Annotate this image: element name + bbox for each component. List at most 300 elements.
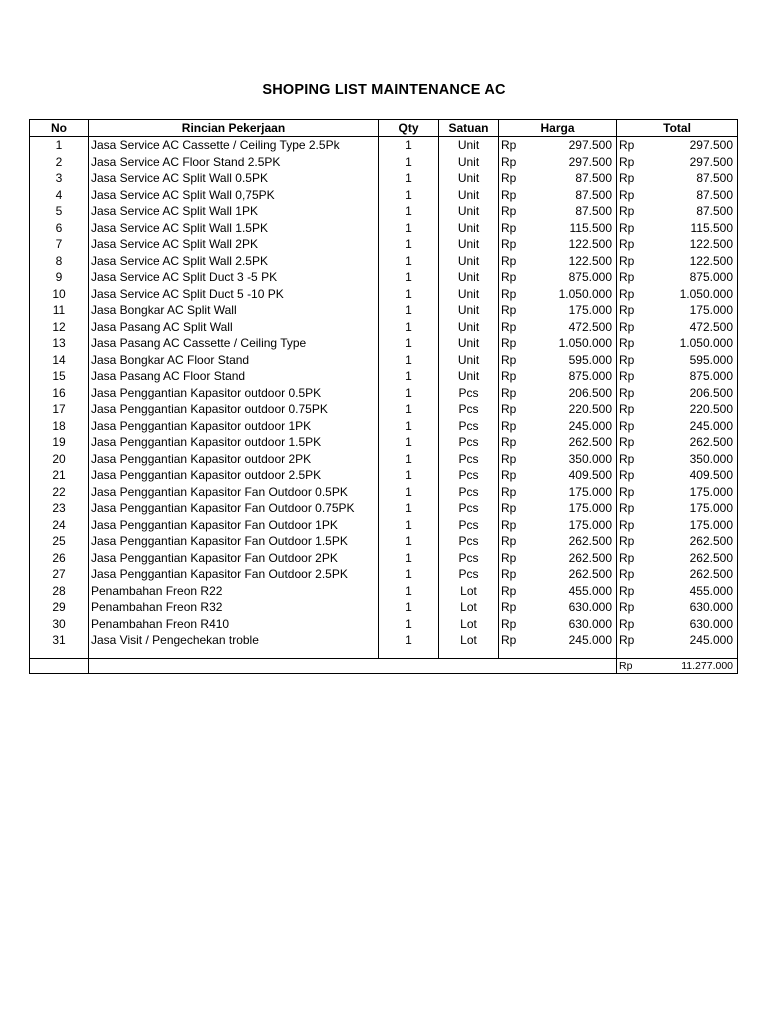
- row-unit: Unit: [439, 154, 499, 171]
- row-description: Jasa Pasang AC Cassette / Ceiling Type: [89, 335, 379, 352]
- row-total-currency: Rp: [617, 434, 647, 451]
- row-price-currency: Rp: [499, 286, 529, 303]
- table-row: [30, 385, 738, 402]
- row-total: 1.050.000: [647, 286, 738, 303]
- row-price: 455.000: [529, 583, 617, 600]
- page-title: SHOPING LIST MAINTENANCE AC: [262, 82, 506, 98]
- row-total-currency: Rp: [617, 550, 647, 567]
- row-total: 409.500: [647, 467, 738, 484]
- row-qty: 1: [379, 533, 439, 550]
- row-price: 350.000: [529, 451, 617, 468]
- row-price: 1.050.000: [529, 286, 617, 303]
- row-no: 7: [30, 236, 89, 253]
- table-row: [30, 500, 738, 517]
- row-total-currency: Rp: [617, 319, 647, 336]
- row-unit: Unit: [439, 203, 499, 220]
- row-total: 220.500: [647, 401, 738, 418]
- row-total-currency: Rp: [617, 352, 647, 369]
- row-price: 1.050.000: [529, 335, 617, 352]
- row-total: 175.000: [647, 302, 738, 319]
- row-price: 262.500: [529, 566, 617, 583]
- row-qty: 1: [379, 368, 439, 385]
- spacer-row: [30, 649, 738, 659]
- table-row: [30, 583, 738, 600]
- header-no: No: [30, 120, 89, 137]
- row-price: 409.500: [529, 467, 617, 484]
- table-row: [30, 187, 738, 204]
- row-price: 472.500: [529, 319, 617, 336]
- table-row: [30, 451, 738, 468]
- row-total: 245.000: [647, 418, 738, 435]
- row-description: Jasa Service AC Cassette / Ceiling Type 2.5Pk: [89, 137, 379, 154]
- row-description: Jasa Penggantian Kapasitor outdoor 2PK: [89, 451, 379, 468]
- row-no: 18: [30, 418, 89, 435]
- row-price-currency: Rp: [499, 467, 529, 484]
- row-description: Jasa Pasang AC Split Wall: [89, 319, 379, 336]
- row-total: 262.500: [647, 566, 738, 583]
- row-no: 2: [30, 154, 89, 171]
- row-total: 630.000: [647, 616, 738, 633]
- row-unit: Pcs: [439, 418, 499, 435]
- row-price-currency: Rp: [499, 319, 529, 336]
- row-description: Jasa Penggantian Kapasitor outdoor 1.5PK: [89, 434, 379, 451]
- row-price-currency: Rp: [499, 170, 529, 187]
- row-no: 15: [30, 368, 89, 385]
- row-qty: 1: [379, 187, 439, 204]
- row-price-currency: Rp: [499, 517, 529, 534]
- row-total-currency: Rp: [617, 484, 647, 501]
- row-price-currency: Rp: [499, 203, 529, 220]
- row-price-currency: Rp: [499, 616, 529, 633]
- table-row: [30, 302, 738, 319]
- row-qty: 1: [379, 599, 439, 616]
- row-price: 175.000: [529, 500, 617, 517]
- row-unit: Unit: [439, 368, 499, 385]
- row-description: Jasa Service AC Split Wall 1.5PK: [89, 220, 379, 237]
- row-qty: 1: [379, 401, 439, 418]
- row-total: 122.500: [647, 253, 738, 270]
- spacer-unit: [439, 649, 499, 659]
- table-row: [30, 335, 738, 352]
- row-no: 13: [30, 335, 89, 352]
- row-unit: Lot: [439, 616, 499, 633]
- row-price: 245.000: [529, 418, 617, 435]
- row-total-currency: Rp: [617, 286, 647, 303]
- row-total-currency: Rp: [617, 220, 647, 237]
- row-price-currency: Rp: [499, 236, 529, 253]
- row-description: Jasa Service AC Split Wall 0.5PK: [89, 170, 379, 187]
- row-no: 3: [30, 170, 89, 187]
- row-price-currency: Rp: [499, 220, 529, 237]
- row-total-currency: Rp: [617, 385, 647, 402]
- row-unit: Pcs: [439, 434, 499, 451]
- row-unit: Pcs: [439, 385, 499, 402]
- grand-total-currency: Rp: [617, 658, 647, 673]
- row-total-currency: Rp: [617, 418, 647, 435]
- row-description: Jasa Penggantian Kapasitor Fan Outdoor 1PK: [89, 517, 379, 534]
- row-price: 875.000: [529, 368, 617, 385]
- row-total: 472.500: [647, 319, 738, 336]
- table-row: [30, 566, 738, 583]
- row-total: 875.000: [647, 368, 738, 385]
- row-price-currency: Rp: [499, 368, 529, 385]
- spacer-no: [30, 649, 89, 659]
- spacer-price: [499, 649, 617, 659]
- row-total-currency: Rp: [617, 517, 647, 534]
- row-total-currency: Rp: [617, 533, 647, 550]
- row-price: 245.000: [529, 632, 617, 649]
- row-total-currency: Rp: [617, 451, 647, 468]
- row-qty: 1: [379, 467, 439, 484]
- row-total-currency: Rp: [617, 599, 647, 616]
- row-description: Jasa Penggantian Kapasitor outdoor 1PK: [89, 418, 379, 435]
- table-row: [30, 286, 738, 303]
- table-row: [30, 484, 738, 501]
- row-total: 175.000: [647, 500, 738, 517]
- row-total: 350.000: [647, 451, 738, 468]
- table-row: [30, 154, 738, 171]
- row-no: 17: [30, 401, 89, 418]
- row-price: 630.000: [529, 616, 617, 633]
- row-price-currency: Rp: [499, 550, 529, 567]
- table-row: [30, 352, 738, 369]
- spacer-description: [89, 649, 379, 659]
- row-price-currency: Rp: [499, 484, 529, 501]
- row-qty: 1: [379, 418, 439, 435]
- row-no: 31: [30, 632, 89, 649]
- row-price: 87.500: [529, 187, 617, 204]
- row-qty: 1: [379, 335, 439, 352]
- row-no: 28: [30, 583, 89, 600]
- header-price: Harga: [499, 120, 617, 137]
- table-row: [30, 236, 738, 253]
- row-unit: Unit: [439, 352, 499, 369]
- grand-total-value: 11.277.000: [647, 658, 738, 673]
- row-description: Jasa Penggantian Kapasitor outdoor 0.5PK: [89, 385, 379, 402]
- row-no: 21: [30, 467, 89, 484]
- row-unit: Lot: [439, 583, 499, 600]
- row-total-currency: Rp: [617, 583, 647, 600]
- row-price-currency: Rp: [499, 269, 529, 286]
- row-unit: Pcs: [439, 517, 499, 534]
- row-unit: Pcs: [439, 401, 499, 418]
- row-no: 25: [30, 533, 89, 550]
- table-row: [30, 616, 738, 633]
- spacer-total: [617, 649, 738, 659]
- row-price: 115.500: [529, 220, 617, 237]
- row-description: Jasa Service AC Split Duct 3 -5 PK: [89, 269, 379, 286]
- row-qty: 1: [379, 319, 439, 336]
- row-description: Jasa Penggantian Kapasitor Fan Outdoor 2.5PK: [89, 566, 379, 583]
- row-total-currency: Rp: [617, 170, 647, 187]
- row-total: 87.500: [647, 203, 738, 220]
- row-total-currency: Rp: [617, 500, 647, 517]
- row-qty: 1: [379, 154, 439, 171]
- row-no: 5: [30, 203, 89, 220]
- row-unit: Pcs: [439, 566, 499, 583]
- header-unit: Satuan: [439, 120, 499, 137]
- table-row: [30, 533, 738, 550]
- row-qty: 1: [379, 484, 439, 501]
- grand-total-empty-span: [89, 658, 617, 673]
- table-row: [30, 319, 738, 336]
- row-description: Penambahan Freon R22: [89, 583, 379, 600]
- row-qty: 1: [379, 451, 439, 468]
- row-total: 87.500: [647, 170, 738, 187]
- row-qty: 1: [379, 137, 439, 154]
- row-unit: Pcs: [439, 451, 499, 468]
- grand-total-row: [30, 658, 738, 673]
- row-total: 875.000: [647, 269, 738, 286]
- table-row: [30, 517, 738, 534]
- row-no: 9: [30, 269, 89, 286]
- row-total: 115.500: [647, 220, 738, 237]
- row-unit: Unit: [439, 187, 499, 204]
- row-description: Jasa Service AC Split Wall 2.5PK: [89, 253, 379, 270]
- row-total: 206.500: [647, 385, 738, 402]
- row-qty: 1: [379, 434, 439, 451]
- row-no: 23: [30, 500, 89, 517]
- table-row: [30, 467, 738, 484]
- row-total: 1.050.000: [647, 335, 738, 352]
- grand-total-empty-no: [30, 658, 89, 673]
- row-no: 6: [30, 220, 89, 237]
- row-price-currency: Rp: [499, 401, 529, 418]
- row-price-currency: Rp: [499, 599, 529, 616]
- row-no: 29: [30, 599, 89, 616]
- row-unit: Pcs: [439, 550, 499, 567]
- row-total-currency: Rp: [617, 154, 647, 171]
- row-description: Jasa Pasang AC Floor Stand: [89, 368, 379, 385]
- table-row: [30, 203, 738, 220]
- row-qty: 1: [379, 616, 439, 633]
- table-row: [30, 632, 738, 649]
- row-total-currency: Rp: [617, 467, 647, 484]
- row-qty: 1: [379, 352, 439, 369]
- row-description: Jasa Bongkar AC Split Wall: [89, 302, 379, 319]
- row-total-currency: Rp: [617, 632, 647, 649]
- row-unit: Pcs: [439, 533, 499, 550]
- row-unit: Unit: [439, 137, 499, 154]
- row-price: 262.500: [529, 533, 617, 550]
- row-price-currency: Rp: [499, 500, 529, 517]
- row-price: 875.000: [529, 269, 617, 286]
- table-row: [30, 401, 738, 418]
- row-price: 87.500: [529, 170, 617, 187]
- row-total: 455.000: [647, 583, 738, 600]
- table-row: [30, 599, 738, 616]
- row-qty: 1: [379, 253, 439, 270]
- table-row: [30, 434, 738, 451]
- row-price-currency: Rp: [499, 418, 529, 435]
- row-qty: 1: [379, 170, 439, 187]
- row-description: Jasa Penggantian Kapasitor outdoor 0.75PK: [89, 401, 379, 418]
- row-qty: 1: [379, 550, 439, 567]
- row-unit: Unit: [439, 302, 499, 319]
- row-unit: Pcs: [439, 484, 499, 501]
- row-price-currency: Rp: [499, 154, 529, 171]
- table-row: [30, 220, 738, 237]
- row-total-currency: Rp: [617, 137, 647, 154]
- row-price-currency: Rp: [499, 583, 529, 600]
- row-description: Jasa Service AC Split Wall 1PK: [89, 203, 379, 220]
- row-no: 12: [30, 319, 89, 336]
- row-description: Jasa Penggantian Kapasitor Fan Outdoor 2PK: [89, 550, 379, 567]
- row-description: Jasa Service AC Floor Stand 2.5PK: [89, 154, 379, 171]
- table-row: [30, 170, 738, 187]
- row-description: Jasa Penggantian Kapasitor Fan Outdoor 1.5PK: [89, 533, 379, 550]
- row-no: 14: [30, 352, 89, 369]
- row-price: 175.000: [529, 302, 617, 319]
- row-price-currency: Rp: [499, 566, 529, 583]
- row-unit: Unit: [439, 335, 499, 352]
- row-total-currency: Rp: [617, 368, 647, 385]
- row-unit: Pcs: [439, 500, 499, 517]
- row-unit: Lot: [439, 632, 499, 649]
- row-total: 245.000: [647, 632, 738, 649]
- row-qty: 1: [379, 302, 439, 319]
- row-no: 1: [30, 137, 89, 154]
- row-total-currency: Rp: [617, 269, 647, 286]
- row-no: 20: [30, 451, 89, 468]
- row-description: Penambahan Freon R410: [89, 616, 379, 633]
- row-qty: 1: [379, 632, 439, 649]
- row-price: 122.500: [529, 253, 617, 270]
- row-price: 262.500: [529, 550, 617, 567]
- row-unit: Unit: [439, 286, 499, 303]
- row-price-currency: Rp: [499, 302, 529, 319]
- row-price: 262.500: [529, 434, 617, 451]
- row-price: 87.500: [529, 203, 617, 220]
- table-row: [30, 137, 738, 154]
- row-qty: 1: [379, 220, 439, 237]
- row-total: 262.500: [647, 434, 738, 451]
- row-total: 175.000: [647, 517, 738, 534]
- table-body: [30, 137, 738, 674]
- row-unit: Unit: [439, 269, 499, 286]
- row-total: 297.500: [647, 137, 738, 154]
- row-price-currency: Rp: [499, 137, 529, 154]
- row-qty: 1: [379, 517, 439, 534]
- row-price-currency: Rp: [499, 352, 529, 369]
- shopping-list-table: [29, 119, 738, 674]
- row-total: 262.500: [647, 533, 738, 550]
- row-unit: Unit: [439, 236, 499, 253]
- row-no: 11: [30, 302, 89, 319]
- row-total-currency: Rp: [617, 302, 647, 319]
- row-no: 22: [30, 484, 89, 501]
- row-price: 175.000: [529, 484, 617, 501]
- row-total: 262.500: [647, 550, 738, 567]
- row-total-currency: Rp: [617, 566, 647, 583]
- row-no: 24: [30, 517, 89, 534]
- row-qty: 1: [379, 269, 439, 286]
- row-price: 220.500: [529, 401, 617, 418]
- row-no: 16: [30, 385, 89, 402]
- row-total-currency: Rp: [617, 335, 647, 352]
- row-price: 297.500: [529, 137, 617, 154]
- row-price: 630.000: [529, 599, 617, 616]
- row-no: 30: [30, 616, 89, 633]
- row-price-currency: Rp: [499, 187, 529, 204]
- row-qty: 1: [379, 203, 439, 220]
- table-row: [30, 368, 738, 385]
- table-row: [30, 253, 738, 270]
- row-price-currency: Rp: [499, 632, 529, 649]
- row-no: 8: [30, 253, 89, 270]
- row-description: Jasa Penggantian Kapasitor Fan Outdoor 0.75PK: [89, 500, 379, 517]
- row-price: 206.500: [529, 385, 617, 402]
- row-unit: Unit: [439, 220, 499, 237]
- row-qty: 1: [379, 236, 439, 253]
- row-total-currency: Rp: [617, 236, 647, 253]
- row-description: Jasa Service AC Split Wall 0,75PK: [89, 187, 379, 204]
- header-description: Rincian Pekerjaan: [89, 120, 379, 137]
- row-total-currency: Rp: [617, 616, 647, 633]
- row-no: 10: [30, 286, 89, 303]
- row-description: Jasa Service AC Split Duct 5 -10 PK: [89, 286, 379, 303]
- row-price-currency: Rp: [499, 451, 529, 468]
- row-description: Jasa Penggantian Kapasitor Fan Outdoor 0.5PK: [89, 484, 379, 501]
- table-row: [30, 269, 738, 286]
- row-qty: 1: [379, 583, 439, 600]
- row-unit: Unit: [439, 170, 499, 187]
- row-unit: Lot: [439, 599, 499, 616]
- row-price-currency: Rp: [499, 253, 529, 270]
- row-total-currency: Rp: [617, 253, 647, 270]
- row-no: 19: [30, 434, 89, 451]
- row-description: Penambahan Freon R32: [89, 599, 379, 616]
- row-price-currency: Rp: [499, 385, 529, 402]
- row-description: Jasa Visit / Pengechekan troble: [89, 632, 379, 649]
- row-price-currency: Rp: [499, 335, 529, 352]
- row-total-currency: Rp: [617, 187, 647, 204]
- row-price: 122.500: [529, 236, 617, 253]
- row-qty: 1: [379, 385, 439, 402]
- row-qty: 1: [379, 286, 439, 303]
- row-total: 630.000: [647, 599, 738, 616]
- row-price: 297.500: [529, 154, 617, 171]
- row-description: Jasa Service AC Split Wall 2PK: [89, 236, 379, 253]
- row-no: 27: [30, 566, 89, 583]
- row-price-currency: Rp: [499, 533, 529, 550]
- row-qty: 1: [379, 566, 439, 583]
- row-total: 175.000: [647, 484, 738, 501]
- row-description: Jasa Bongkar AC Floor Stand: [89, 352, 379, 369]
- table-row: [30, 550, 738, 567]
- table-header-row: [30, 120, 738, 137]
- header-total: Total: [617, 120, 738, 137]
- row-price: 175.000: [529, 517, 617, 534]
- row-price-currency: Rp: [499, 434, 529, 451]
- row-total-currency: Rp: [617, 401, 647, 418]
- row-no: 26: [30, 550, 89, 567]
- row-total: 87.500: [647, 187, 738, 204]
- row-unit: Pcs: [439, 467, 499, 484]
- spacer-qty: [379, 649, 439, 659]
- row-total: 297.500: [647, 154, 738, 171]
- row-total: 595.000: [647, 352, 738, 369]
- row-unit: Unit: [439, 319, 499, 336]
- row-total-currency: Rp: [617, 203, 647, 220]
- row-description: Jasa Penggantian Kapasitor outdoor 2.5PK: [89, 467, 379, 484]
- table-row: [30, 418, 738, 435]
- row-unit: Unit: [439, 253, 499, 270]
- row-total: 122.500: [647, 236, 738, 253]
- row-no: 4: [30, 187, 89, 204]
- row-price: 595.000: [529, 352, 617, 369]
- header-qty: Qty: [379, 120, 439, 137]
